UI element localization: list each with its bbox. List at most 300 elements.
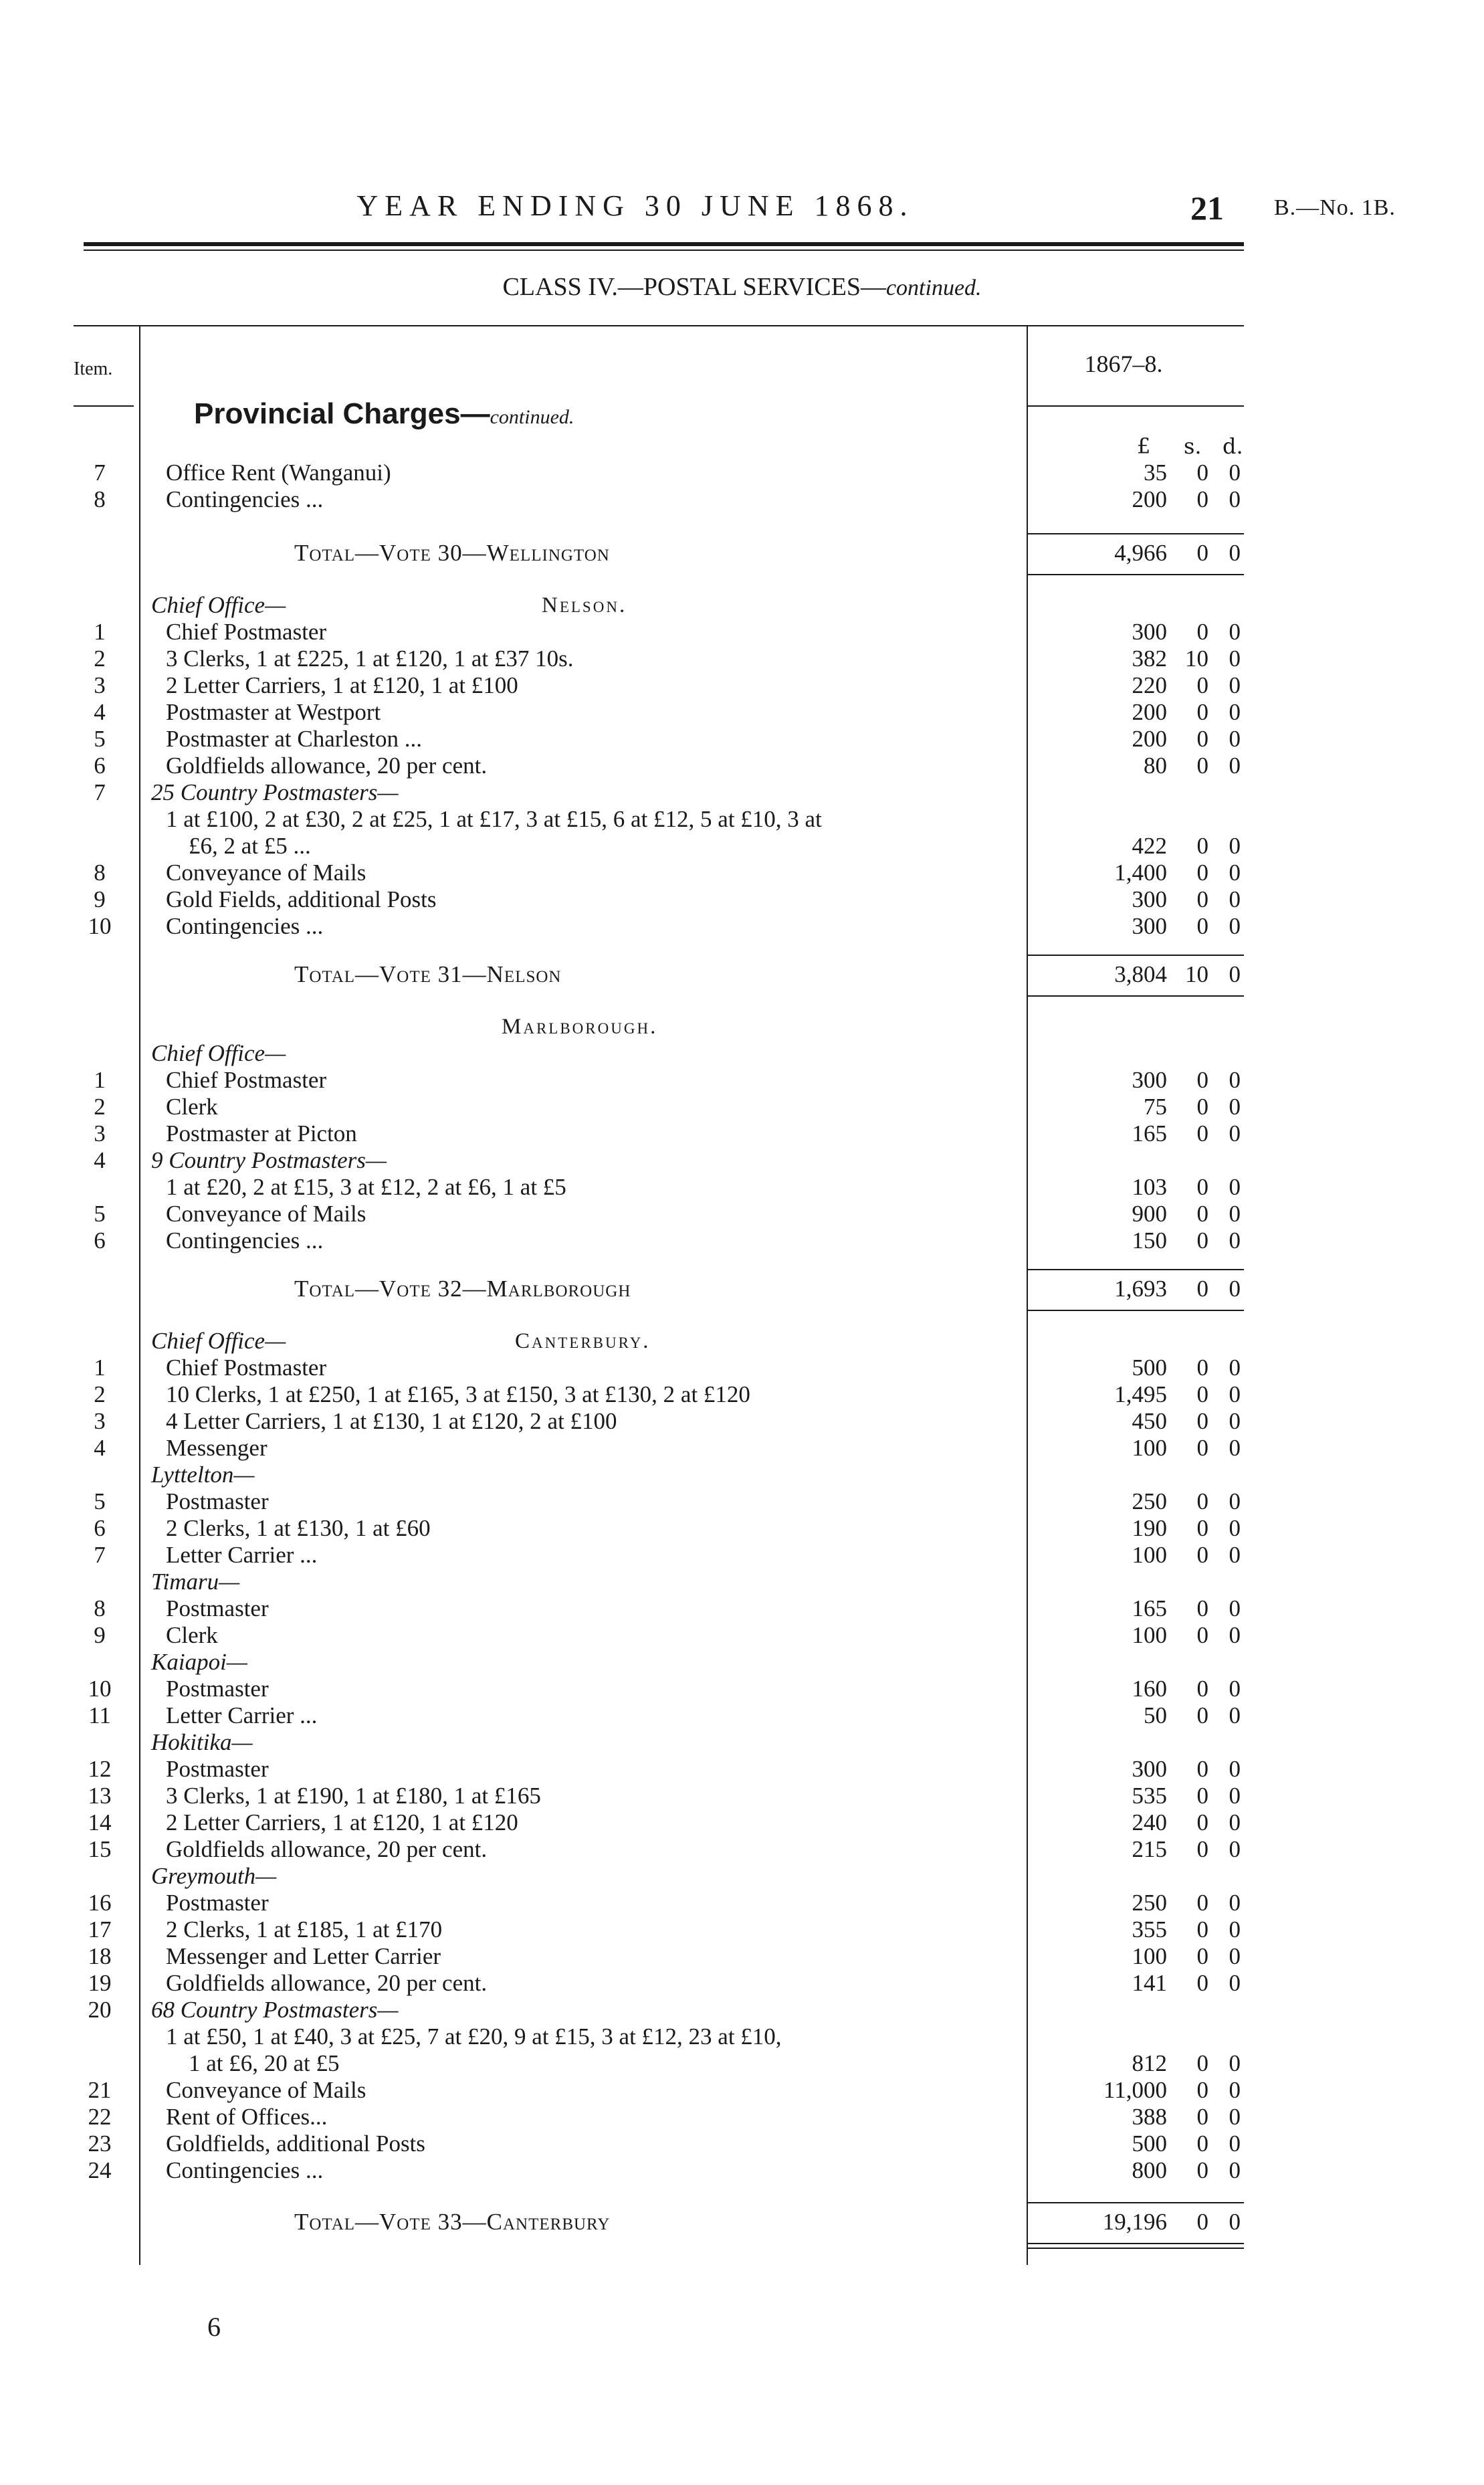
amount-shillings: 0 xyxy=(1196,860,1208,886)
item-number: 8 xyxy=(94,860,106,886)
amount-shillings: 0 xyxy=(1196,1067,1208,1093)
table-row xyxy=(0,1174,1484,1201)
amount-pounds: 103 xyxy=(1132,1174,1167,1200)
amount-shillings: 0 xyxy=(1196,1488,1208,1514)
amount-pence: 0 xyxy=(1229,619,1241,645)
country-postmasters-detail: 1 at £100, 2 at £30, 2 at £25, 1 at £17, 3 at £15, 6 at £12, 5 at £10, 3 at xyxy=(166,806,822,832)
item-number: 4 xyxy=(94,1435,106,1461)
total-row-nelson xyxy=(0,961,1484,988)
amount-pounds: 1,400 xyxy=(1114,860,1167,886)
amount-pounds: 100 xyxy=(1132,1943,1167,1969)
item-number: 20 xyxy=(88,1997,112,2023)
item-description: 2 Letter Carriers, 1 at £120, 1 at £120 xyxy=(166,1809,518,1835)
amount-pence: 0 xyxy=(1229,1094,1241,1120)
item-description: 2 Clerks, 1 at £130, 1 at £60 xyxy=(166,1515,431,1541)
item-number: 11 xyxy=(88,1702,111,1728)
amount-shillings: 0 xyxy=(1196,1756,1208,1782)
table-row xyxy=(0,1756,1484,1783)
amount-pounds: 35 xyxy=(1144,460,1167,486)
amount-pence: 0 xyxy=(1229,672,1241,698)
amount-shillings: 10 xyxy=(1185,645,1208,672)
amount-pounds: 382 xyxy=(1132,645,1167,672)
item-number: 19 xyxy=(88,1970,112,1996)
amount-shillings: 0 xyxy=(1196,1702,1208,1728)
amount-shillings: 0 xyxy=(1196,460,1208,486)
table-row xyxy=(0,1569,1484,1595)
item-description: Contingencies ... xyxy=(166,486,324,512)
table-row xyxy=(0,1201,1484,1227)
table-row xyxy=(0,1783,1484,1809)
year-column-header: 1867–8. xyxy=(1084,351,1163,377)
amount-shillings: 0 xyxy=(1196,619,1208,645)
province-name-marlborough: Marlborough. xyxy=(502,1015,658,1039)
item-description: Contingencies ... xyxy=(166,2157,324,2183)
table-row xyxy=(0,460,1484,486)
table-row xyxy=(0,2130,1484,2157)
table-row xyxy=(0,1488,1484,1515)
amount-shillings: 0 xyxy=(1196,2104,1208,2130)
amount-pounds: 100 xyxy=(1132,1435,1167,1461)
amount-shillings: 0 xyxy=(1196,1943,1208,1969)
amount-pounds: 215 xyxy=(1132,1836,1167,1862)
total-rule-bottom xyxy=(1027,1310,1244,1311)
total-shillings: 0 xyxy=(1196,2209,1208,2235)
item-description: 2 Clerks, 1 at £185, 1 at £170 xyxy=(166,1916,443,1943)
amount-pence: 0 xyxy=(1229,1515,1241,1541)
total-rule-bottom xyxy=(1027,574,1244,575)
item-number: 2 xyxy=(94,645,106,672)
amount-pounds: 75 xyxy=(1144,1094,1167,1120)
province-heading-row xyxy=(0,1328,1484,1355)
amount-pounds: 355 xyxy=(1132,1916,1167,1943)
amount-pounds: 141 xyxy=(1132,1970,1167,1996)
item-description: Office Rent (Wanganui) xyxy=(166,460,391,486)
table-row xyxy=(0,1040,1484,1067)
item-description: Chief Postmaster xyxy=(166,1355,327,1381)
amount-pounds: 300 xyxy=(1132,619,1167,645)
class-title xyxy=(0,272,1484,302)
amount-shillings: 0 xyxy=(1196,1381,1208,1407)
amount-shillings: 0 xyxy=(1196,1174,1208,1200)
amount-pounds: 800 xyxy=(1132,2157,1167,2183)
item-number: 12 xyxy=(88,1756,112,1782)
table-row xyxy=(0,1836,1484,1863)
country-postmasters-detail-cont: £6, 2 at £5 ... xyxy=(189,833,311,859)
item-number: 10 xyxy=(88,1676,112,1702)
amount-pounds: 11,000 xyxy=(1103,2077,1167,2103)
table-row xyxy=(0,619,1484,645)
item-description: Goldfields, additional Posts xyxy=(166,2130,425,2157)
table-row xyxy=(0,1094,1484,1120)
item-description: Letter Carrier ... xyxy=(166,1702,318,1728)
item-description: Chief Postmaster xyxy=(166,619,327,645)
amount-pounds: 220 xyxy=(1132,672,1167,698)
amount-pounds: 100 xyxy=(1132,1542,1167,1568)
item-number: 21 xyxy=(88,2077,112,2103)
sub-office-label: Timaru— xyxy=(151,1569,240,1595)
amount-pence: 0 xyxy=(1229,1916,1241,1943)
amount-pence: 0 xyxy=(1229,1809,1241,1835)
amount-shillings: 0 xyxy=(1196,1227,1208,1254)
amount-pounds: 422 xyxy=(1132,833,1167,859)
amount-pence: 0 xyxy=(1229,1595,1241,1621)
year-header-rule xyxy=(1027,405,1244,407)
total-rule-bottom-double xyxy=(1027,2248,1244,2249)
amount-pence: 0 xyxy=(1229,1227,1241,1254)
item-description: Postmaster xyxy=(166,1756,269,1782)
item-description: Goldfields allowance, 20 per cent. xyxy=(166,1836,488,1862)
amount-pence: 0 xyxy=(1229,2130,1241,2157)
item-number: 6 xyxy=(94,753,106,779)
item-number: 5 xyxy=(94,1201,106,1227)
amount-shillings: 0 xyxy=(1196,1355,1208,1381)
amount-pounds: 200 xyxy=(1132,486,1167,512)
item-description: Postmaster xyxy=(166,1890,269,1916)
item-description: Conveyance of Mails xyxy=(166,1201,366,1227)
total-shillings: 0 xyxy=(1196,1276,1208,1302)
amount-shillings: 0 xyxy=(1196,2157,1208,2183)
signature-number: 6 xyxy=(207,2312,221,2342)
running-head-title: YEAR ENDING 30 JUNE 1868. xyxy=(356,189,914,222)
amount-pounds: 250 xyxy=(1132,1890,1167,1916)
country-postmasters-detail: 1 at £20, 2 at £15, 3 at £12, 2 at £6, 1 at £5 xyxy=(166,1174,566,1200)
amount-pounds: 165 xyxy=(1132,1595,1167,1621)
table-row xyxy=(0,913,1484,940)
table-row xyxy=(0,1890,1484,1916)
table-row xyxy=(0,1355,1484,1381)
amount-pence: 0 xyxy=(1229,1676,1241,1702)
item-number: 24 xyxy=(88,2157,112,2183)
item-description: Rent of Offices... xyxy=(166,2104,328,2130)
table-row xyxy=(0,1408,1484,1435)
item-description: Messenger xyxy=(166,1435,268,1461)
amount-pounds: 160 xyxy=(1132,1676,1167,1702)
item-number: 23 xyxy=(88,2130,112,2157)
amount-pence: 0 xyxy=(1229,833,1241,859)
amount-pounds: 240 xyxy=(1132,1809,1167,1835)
section-title-continued: continued. xyxy=(490,406,574,428)
item-number: 3 xyxy=(94,1120,106,1147)
header-rule-thin xyxy=(84,250,1244,251)
amount-pounds: 1,495 xyxy=(1114,1381,1167,1407)
item-number: 14 xyxy=(88,1809,112,1835)
amount-pounds: 80 xyxy=(1144,753,1167,779)
total-rule-bottom xyxy=(1027,995,1244,997)
amount-pence: 0 xyxy=(1229,2157,1241,2183)
table-row xyxy=(0,1970,1484,1997)
amount-pence: 0 xyxy=(1229,1702,1241,1728)
table-row xyxy=(0,833,1484,860)
total-pounds: 4,966 xyxy=(1114,540,1167,566)
table-row xyxy=(0,1120,1484,1147)
table-row xyxy=(0,1622,1484,1649)
amount-pounds: 500 xyxy=(1132,1355,1167,1381)
amount-pounds: 300 xyxy=(1132,1756,1167,1782)
country-postmasters-label: 9 Country Postmasters— xyxy=(151,1147,387,1173)
chief-office-label: Chief Office— xyxy=(151,1328,286,1354)
total-rule-top xyxy=(1027,1269,1244,1270)
table-row xyxy=(0,1943,1484,1970)
item-description: Letter Carrier ... xyxy=(166,1542,318,1568)
amount-pence: 0 xyxy=(1229,1836,1241,1862)
amount-shillings: 0 xyxy=(1196,486,1208,512)
table-row xyxy=(0,1729,1484,1756)
item-description: Postmaster xyxy=(166,1595,269,1621)
amount-pounds: 165 xyxy=(1132,1120,1167,1147)
table-row xyxy=(0,1676,1484,1702)
header-rule-thick xyxy=(84,242,1244,246)
province-heading-row xyxy=(0,592,1484,619)
amount-shillings: 0 xyxy=(1196,1783,1208,1809)
amount-pence: 0 xyxy=(1229,1120,1241,1147)
total-row-marlborough xyxy=(0,1276,1484,1302)
item-description: Postmaster at Charleston ... xyxy=(166,726,423,752)
total-label: Total—Vote 30—Wellington xyxy=(294,540,610,566)
amount-pounds: 535 xyxy=(1132,1783,1167,1809)
total-label: Total—Vote 32—Marlborough xyxy=(294,1276,631,1302)
document-reference: B.—No. 1B. xyxy=(1274,195,1396,220)
amount-pounds: 900 xyxy=(1132,1201,1167,1227)
item-description: 3 Clerks, 1 at £190, 1 at £180, 1 at £165 xyxy=(166,1783,541,1809)
item-number: 7 xyxy=(94,460,106,486)
table-row xyxy=(0,1462,1484,1488)
amount-pence: 0 xyxy=(1229,860,1241,886)
amount-shillings: 0 xyxy=(1196,753,1208,779)
country-postmasters-detail-cont: 1 at £6, 20 at £5 xyxy=(189,2050,340,2076)
amount-shillings: 0 xyxy=(1196,726,1208,752)
province-name-nelson: Nelson. xyxy=(542,593,627,617)
amount-pence: 0 xyxy=(1229,460,1241,486)
table-row xyxy=(0,1809,1484,1836)
amount-pounds: 388 xyxy=(1132,2104,1167,2130)
table-row xyxy=(0,1997,1484,2023)
table-row xyxy=(0,672,1484,699)
item-number: 18 xyxy=(88,1943,112,1969)
item-description: Chief Postmaster xyxy=(166,1067,327,1093)
amount-pounds: 812 xyxy=(1132,2050,1167,2076)
amount-pounds: 300 xyxy=(1132,913,1167,939)
total-shillings: 0 xyxy=(1196,540,1208,566)
amount-pence: 0 xyxy=(1229,1381,1241,1407)
total-row-wellington xyxy=(0,540,1484,567)
item-number: 6 xyxy=(94,1515,106,1541)
amount-pence: 0 xyxy=(1229,1970,1241,1996)
table-row xyxy=(0,726,1484,753)
item-description: Postmaster at Picton xyxy=(166,1120,357,1147)
amount-shillings: 0 xyxy=(1196,1595,1208,1621)
table-row xyxy=(0,486,1484,513)
amount-pence: 0 xyxy=(1229,1943,1241,1969)
item-number: 17 xyxy=(88,1916,112,1943)
total-pence: 0 xyxy=(1229,1276,1241,1302)
section-title-text: Provincial Charges— xyxy=(194,397,490,430)
amount-pence: 0 xyxy=(1229,726,1241,752)
sub-office-label: Kaiapoi— xyxy=(151,1649,247,1675)
amount-pounds: 150 xyxy=(1132,1227,1167,1254)
item-description: Conveyance of Mails xyxy=(166,860,366,886)
item-column-header: Item. xyxy=(74,359,113,379)
amount-pounds: 300 xyxy=(1132,886,1167,912)
amount-pounds: 250 xyxy=(1132,1488,1167,1514)
item-number: 1 xyxy=(94,619,106,645)
sub-office-label: Greymouth— xyxy=(151,1863,277,1889)
table-row xyxy=(0,806,1484,833)
item-header-rule xyxy=(74,405,134,407)
table-row xyxy=(0,1227,1484,1254)
amount-shillings: 0 xyxy=(1196,1890,1208,1916)
table-row xyxy=(0,2023,1484,2050)
item-description: Postmaster at Westport xyxy=(166,699,381,725)
amount-pounds: 300 xyxy=(1132,1067,1167,1093)
amount-shillings: 0 xyxy=(1196,2050,1208,2076)
total-pounds: 1,693 xyxy=(1114,1276,1167,1302)
country-postmasters-detail: 1 at £50, 1 at £40, 3 at £25, 7 at £20, 9 at £15, 3 at £12, 23 at £10, xyxy=(166,2023,782,2050)
country-postmasters-label: 68 Country Postmasters— xyxy=(151,1997,399,2023)
item-number: 2 xyxy=(94,1381,106,1407)
amount-pence: 0 xyxy=(1229,699,1241,725)
province-name-canterbury: Canterbury. xyxy=(515,1329,651,1353)
page-number: 21 xyxy=(1190,189,1224,227)
amount-pence: 0 xyxy=(1229,1488,1241,1514)
class-title-main: CLASS IV.—POSTAL SERVICES— xyxy=(502,273,886,301)
amount-shillings: 0 xyxy=(1196,833,1208,859)
amount-shillings: 0 xyxy=(1196,1916,1208,1943)
item-number: 22 xyxy=(88,2104,112,2130)
amount-pence: 0 xyxy=(1229,1622,1241,1648)
table-row xyxy=(0,2050,1484,2077)
item-number: 5 xyxy=(94,726,106,752)
amount-shillings: 0 xyxy=(1196,1120,1208,1147)
amount-shillings: 0 xyxy=(1196,1515,1208,1541)
pence-unit: d. xyxy=(1223,433,1243,459)
table-row xyxy=(0,1435,1484,1462)
amount-pounds: 450 xyxy=(1132,1408,1167,1434)
item-description: 4 Letter Carriers, 1 at £130, 1 at £120, 2 at £100 xyxy=(166,1408,617,1434)
item-description: Messenger and Letter Carrier xyxy=(166,1943,441,1969)
table-row xyxy=(0,1515,1484,1542)
total-pounds: 19,196 xyxy=(1102,2209,1167,2235)
amount-shillings: 0 xyxy=(1196,1836,1208,1862)
amount-pounds: 200 xyxy=(1132,699,1167,725)
table-row xyxy=(0,2104,1484,2130)
amount-pence: 0 xyxy=(1229,2050,1241,2076)
amount-shillings: 0 xyxy=(1196,1094,1208,1120)
item-description: Clerk xyxy=(166,1622,218,1648)
item-number: 8 xyxy=(94,1595,106,1621)
item-number: 6 xyxy=(94,1227,106,1254)
item-number: 4 xyxy=(94,699,106,725)
amount-pence: 0 xyxy=(1229,753,1241,779)
item-description: Postmaster xyxy=(166,1676,269,1702)
item-description: Conveyance of Mails xyxy=(166,2077,366,2103)
amount-pence: 0 xyxy=(1229,1890,1241,1916)
total-rule-top xyxy=(1027,2202,1244,2203)
table-row xyxy=(0,886,1484,913)
amount-pence: 0 xyxy=(1229,1542,1241,1568)
total-pounds: 3,804 xyxy=(1114,961,1167,987)
item-description: 10 Clerks, 1 at £250, 1 at £165, 3 at £150, 3 at £130, 2 at £120 xyxy=(166,1381,750,1407)
item-description: Goldfields allowance, 20 per cent. xyxy=(166,1970,488,1996)
amount-pence: 0 xyxy=(1229,913,1241,939)
table-top-rule xyxy=(74,325,1244,326)
item-number: 16 xyxy=(88,1890,112,1916)
item-number: 8 xyxy=(94,486,106,512)
amount-pence: 0 xyxy=(1229,1756,1241,1782)
total-pence: 0 xyxy=(1229,2209,1241,2235)
amount-shillings: 0 xyxy=(1196,1970,1208,1996)
amount-pence: 0 xyxy=(1229,2104,1241,2130)
amount-shillings: 0 xyxy=(1196,1622,1208,1648)
amount-shillings: 0 xyxy=(1196,2077,1208,2103)
amount-pence: 0 xyxy=(1229,1174,1241,1200)
total-shillings: 10 xyxy=(1185,961,1208,987)
item-number: 9 xyxy=(94,886,106,912)
item-number: 10 xyxy=(88,913,112,939)
table-row xyxy=(0,1067,1484,1094)
amount-shillings: 0 xyxy=(1196,1542,1208,1568)
amount-pence: 0 xyxy=(1229,886,1241,912)
table-row xyxy=(0,1381,1484,1408)
item-description: 3 Clerks, 1 at £225, 1 at £120, 1 at £37 10s. xyxy=(166,645,574,672)
amount-pence: 0 xyxy=(1229,2077,1241,2103)
sub-office-label: Lyttelton— xyxy=(151,1462,255,1488)
table-row xyxy=(0,1147,1484,1174)
table-row xyxy=(0,699,1484,726)
total-rule-top xyxy=(1027,533,1244,534)
item-number: 3 xyxy=(94,672,106,698)
item-number: 5 xyxy=(94,1488,106,1514)
table-row xyxy=(0,753,1484,779)
country-postmasters-label: 25 Country Postmasters— xyxy=(151,779,399,805)
pounds-unit: £ xyxy=(1137,433,1151,459)
amount-pence: 0 xyxy=(1229,1067,1241,1093)
province-heading-row xyxy=(0,1013,1484,1040)
item-number: 1 xyxy=(94,1067,106,1093)
section-title xyxy=(194,397,574,431)
amount-shillings: 0 xyxy=(1196,886,1208,912)
table-row xyxy=(0,1863,1484,1890)
item-number: 13 xyxy=(88,1783,112,1809)
amount-shillings: 0 xyxy=(1196,1201,1208,1227)
item-description: 2 Letter Carriers, 1 at £120, 1 at £100 xyxy=(166,672,518,698)
item-description: Postmaster xyxy=(166,1488,269,1514)
item-description: Goldfields allowance, 20 per cent. xyxy=(166,753,488,779)
item-number: 7 xyxy=(94,779,106,805)
amount-pounds: 100 xyxy=(1132,1622,1167,1648)
total-pence: 0 xyxy=(1229,540,1241,566)
amount-shillings: 0 xyxy=(1196,672,1208,698)
table-row xyxy=(0,1542,1484,1569)
amount-pounds: 190 xyxy=(1132,1515,1167,1541)
amount-pence: 0 xyxy=(1229,645,1241,672)
amount-pounds: 500 xyxy=(1132,2130,1167,2157)
item-number: 4 xyxy=(94,1147,106,1173)
amount-shillings: 0 xyxy=(1196,1435,1208,1461)
amount-pence: 0 xyxy=(1229,1408,1241,1434)
amount-pounds: 50 xyxy=(1144,1702,1167,1728)
chief-office-label: Chief Office— xyxy=(151,592,286,618)
amount-pence: 0 xyxy=(1229,486,1241,512)
chief-office-label: Chief Office— xyxy=(151,1040,286,1066)
amount-pence: 0 xyxy=(1229,1201,1241,1227)
table-row xyxy=(0,779,1484,806)
total-rule-top xyxy=(1027,955,1244,956)
amount-shillings: 0 xyxy=(1196,699,1208,725)
amount-shillings: 0 xyxy=(1196,1809,1208,1835)
item-number: 7 xyxy=(94,1542,106,1568)
amount-shillings: 0 xyxy=(1196,2130,1208,2157)
table-row xyxy=(0,1595,1484,1622)
